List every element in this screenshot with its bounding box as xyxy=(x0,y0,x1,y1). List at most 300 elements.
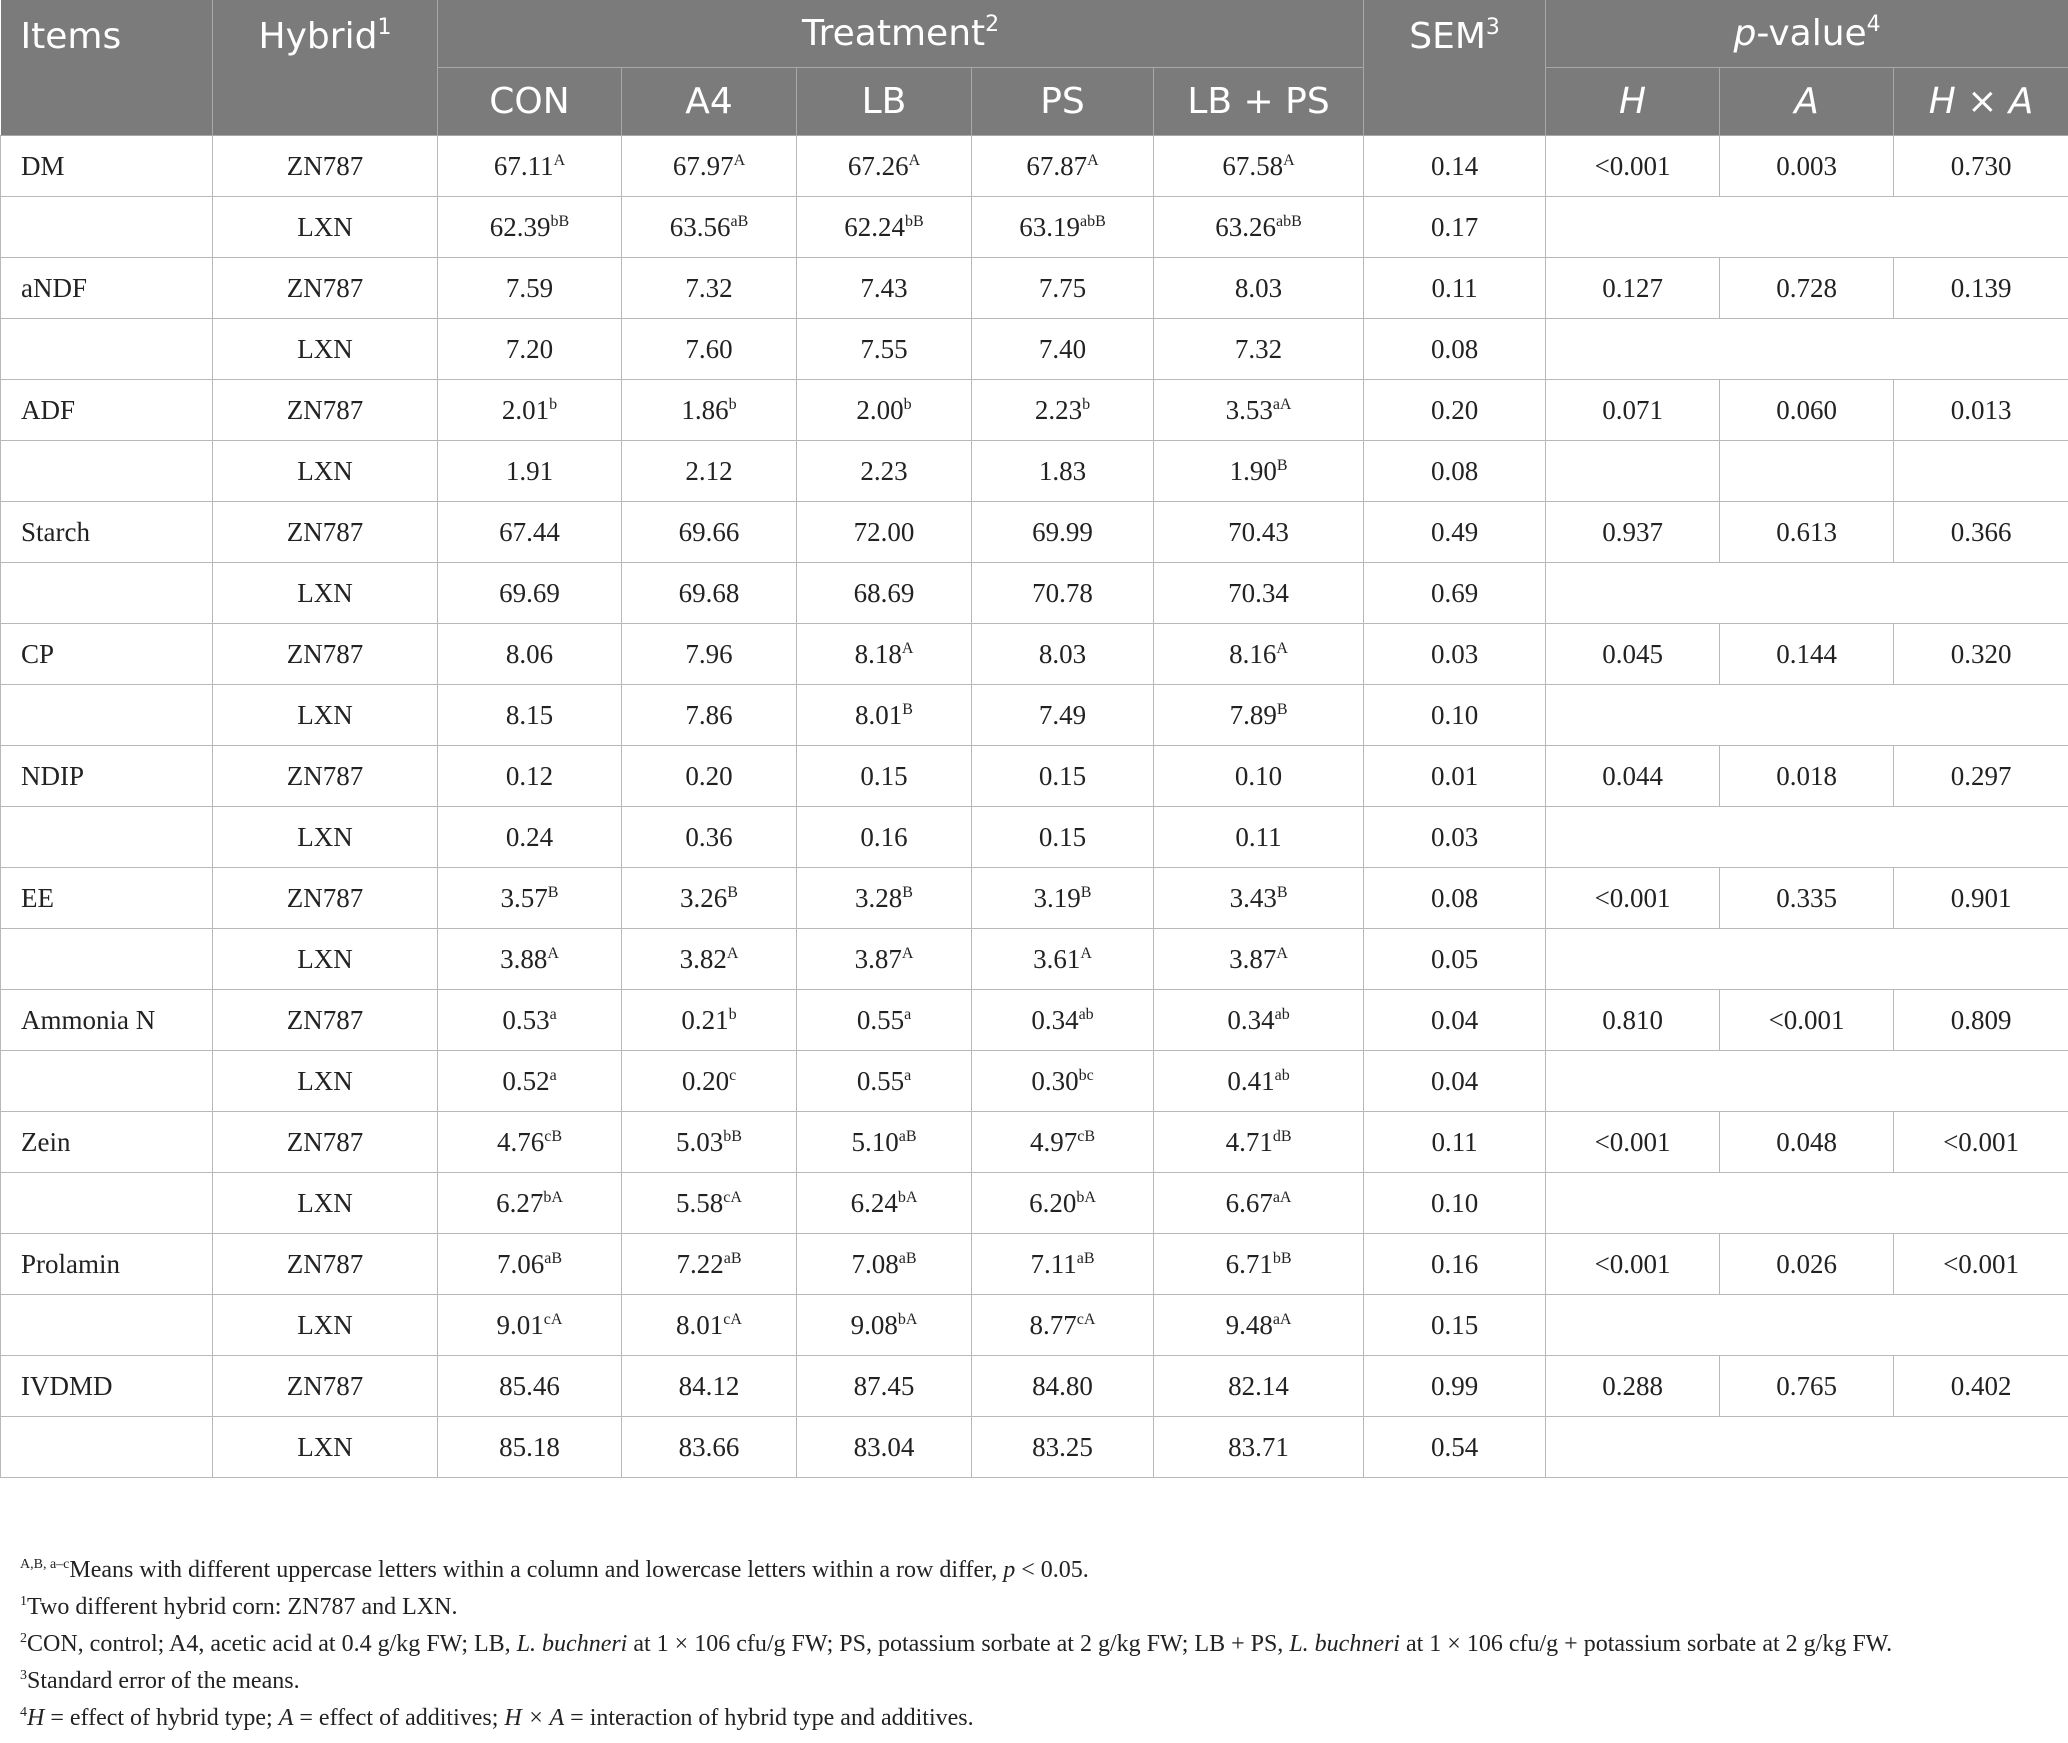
treatment-value-cell xyxy=(622,807,797,868)
value: 8.16 xyxy=(1229,638,1277,669)
treatment-value-cell xyxy=(1154,258,1364,319)
value: 0.55 xyxy=(856,1065,905,1096)
table-row xyxy=(1,1051,2068,1112)
value: 8.01 xyxy=(855,699,903,730)
pvalue-cell: 0.026 xyxy=(1720,1234,1894,1295)
value: 67.11 xyxy=(493,150,554,181)
treatment-value-cell xyxy=(797,136,972,197)
significance-letters: aB xyxy=(730,212,749,230)
value: 0.36 xyxy=(685,821,733,852)
significance-letters: bA xyxy=(897,1310,918,1328)
value: 62.24 xyxy=(844,211,906,242)
value: 83.25 xyxy=(1032,1431,1093,1462)
value: 8.18 xyxy=(854,638,902,669)
hybrid-cell: LXN xyxy=(213,441,438,502)
value: 3.28 xyxy=(855,882,903,913)
significance-letters: cB xyxy=(544,1127,563,1145)
value: 69.99 xyxy=(1032,516,1093,547)
treatment-value-cell xyxy=(972,197,1154,258)
value: 0.16 xyxy=(860,821,908,852)
pvalue-cell: 0.060 xyxy=(1720,380,1894,441)
significance-letters: A xyxy=(726,944,739,962)
significance-letters: A xyxy=(553,151,566,169)
item-cell xyxy=(1,929,213,990)
value: 2.01 xyxy=(501,394,550,425)
treatment-value-cell xyxy=(797,1417,972,1478)
treatment-value-cell xyxy=(622,1112,797,1173)
treatment-value-cell xyxy=(797,441,972,502)
significance-letters: bA xyxy=(1076,1188,1096,1206)
value: 7.40 xyxy=(1038,333,1087,364)
value: 0.11 xyxy=(1235,821,1282,852)
treatment-value-cell xyxy=(797,380,972,441)
significance-letters: b xyxy=(903,395,912,413)
significance-letters: A xyxy=(733,151,746,169)
table-row xyxy=(1,1417,2068,1478)
value: 7.32 xyxy=(1234,333,1283,364)
value: 5.03 xyxy=(676,1126,724,1157)
value: 4.71 xyxy=(1225,1126,1273,1157)
significance-letters: B xyxy=(1276,883,1288,901)
hybrid-cell: LXN xyxy=(213,1173,438,1234)
item-cell xyxy=(1,807,213,868)
treatment-value-cell xyxy=(797,746,972,807)
value: 7.59 xyxy=(505,272,554,303)
pvalue-cell: <0.001 xyxy=(1894,1112,2068,1173)
value: 3.57 xyxy=(500,882,548,913)
pvalue-cell: 0.003 xyxy=(1720,136,1894,197)
significance-letters: B xyxy=(1276,456,1288,474)
treatment-value-cell xyxy=(972,868,1154,929)
value: 84.12 xyxy=(678,1370,740,1401)
item-cell: EE xyxy=(1,868,213,929)
treatment-value-cell xyxy=(972,1051,1154,1112)
pvalue-cell xyxy=(1546,441,1720,502)
item-cell: ADF xyxy=(1,380,213,441)
value: 70.43 xyxy=(1228,516,1289,547)
hybrid-cell: LXN xyxy=(213,563,438,624)
value: 62.39 xyxy=(489,211,551,242)
significance-letters: aB xyxy=(544,1249,563,1267)
significance-letters: B xyxy=(902,700,913,718)
item-cell: NDIP xyxy=(1,746,213,807)
treatment-value-cell xyxy=(972,441,1154,502)
header-hybrid: Hybrid$^1$ xyxy=(213,0,438,136)
value: 3.61 xyxy=(1033,943,1081,974)
value: 9.01 xyxy=(496,1309,544,1340)
pvalue-empty-cell xyxy=(1546,1051,2068,1112)
value: 7.11 xyxy=(1030,1248,1077,1279)
value: 9.08 xyxy=(850,1309,898,1340)
table-row xyxy=(1,929,2068,990)
treatment-value-cell xyxy=(1154,990,1364,1051)
value: 70.78 xyxy=(1032,577,1093,608)
treatment-value-cell xyxy=(1154,1356,1364,1417)
significance-letters: B xyxy=(1276,700,1288,718)
value: 7.86 xyxy=(685,699,733,730)
hybrid-cell: ZN787 xyxy=(213,258,438,319)
pvalue-cell: <0.001 xyxy=(1546,136,1720,197)
treatment-value-cell xyxy=(797,929,972,990)
treatment-value-cell xyxy=(972,807,1154,868)
pvalue-cell xyxy=(1894,441,2068,502)
significance-letters: aA xyxy=(1272,1310,1292,1328)
value: 0.24 xyxy=(505,821,554,852)
hybrid-cell: LXN xyxy=(213,319,438,380)
header-p-h: H xyxy=(1546,68,1720,136)
significance-letters: B xyxy=(1080,883,1092,901)
pvalue-empty-cell xyxy=(1546,1417,2068,1478)
value: 0.15 xyxy=(1038,821,1087,852)
pvalue-cell: 0.335 xyxy=(1720,868,1894,929)
header-p-hxa: H × A xyxy=(1894,68,2068,136)
value: 3.43 xyxy=(1229,882,1277,913)
hybrid-cell: ZN787 xyxy=(213,868,438,929)
value: 0.21 xyxy=(681,1004,729,1035)
treatment-value-cell xyxy=(622,1234,797,1295)
treatment-value-cell xyxy=(622,685,797,746)
value: 3.82 xyxy=(679,943,727,974)
table-row xyxy=(1,1356,2068,1417)
treatment-value-cell xyxy=(622,1051,797,1112)
treatment-value-cell xyxy=(1154,1173,1364,1234)
table-row xyxy=(1,685,2068,746)
hybrid-cell: LXN xyxy=(213,1417,438,1478)
value: 0.15 xyxy=(1038,760,1087,791)
value: 0.55 xyxy=(856,1004,905,1035)
table-row xyxy=(1,1295,2068,1356)
treatment-value-cell xyxy=(1154,563,1364,624)
treatment-value-cell xyxy=(622,136,797,197)
value: 0.41 xyxy=(1227,1065,1275,1096)
treatment-value-cell xyxy=(972,685,1154,746)
table-row xyxy=(1,1173,2068,1234)
value: 69.69 xyxy=(499,577,560,608)
treatment-value-cell xyxy=(622,319,797,380)
value: 3.88 xyxy=(500,943,548,974)
significance-letters: b xyxy=(1082,395,1091,413)
value: 1.86 xyxy=(681,394,729,425)
treatment-value-cell xyxy=(797,685,972,746)
item-cell xyxy=(1,197,213,258)
value: 7.60 xyxy=(685,333,733,364)
value: 0.34 xyxy=(1227,1004,1275,1035)
treatment-value-cell xyxy=(1154,441,1364,502)
value: 67.87 xyxy=(1026,150,1088,181)
treatment-value-cell xyxy=(1154,1051,1364,1112)
pvalue-empty-cell xyxy=(1546,929,2068,990)
pvalue-cell: 0.809 xyxy=(1894,990,2068,1051)
table-row xyxy=(1,197,2068,258)
value: 0.52 xyxy=(502,1065,550,1096)
header-pvalue: p-value$^4$ xyxy=(1546,0,2068,68)
treatment-value-cell xyxy=(438,1112,622,1173)
significance-letters: B xyxy=(547,883,559,901)
significance-letters: cA xyxy=(1076,1310,1096,1328)
footnote-letters: $^{A,B, a-c}$Means with different uppercase letters within a column and lowercase letters within a row differ, p < 0.05. xyxy=(20,1557,1089,1583)
significance-letters: ab xyxy=(1274,1066,1290,1084)
significance-letters: A xyxy=(1283,151,1295,169)
pvalue-cell: 0.810 xyxy=(1546,990,1720,1051)
treatment-value-cell xyxy=(1154,136,1364,197)
significance-letters: A xyxy=(1087,151,1099,169)
pvalue-empty-cell xyxy=(1546,1295,2068,1356)
value: 8.15 xyxy=(505,699,554,730)
value: 0.53 xyxy=(502,1004,550,1035)
item-cell xyxy=(1,563,213,624)
value: 85.18 xyxy=(499,1431,560,1462)
significance-letters: bB xyxy=(1272,1249,1292,1267)
treatment-value-cell xyxy=(797,807,972,868)
sem-cell: 0.04 xyxy=(1364,990,1546,1051)
treatment-value-cell xyxy=(622,990,797,1051)
item-cell: Starch xyxy=(1,502,213,563)
significance-letters: b xyxy=(728,1005,737,1023)
item-cell xyxy=(1,1173,213,1234)
pvalue-cell: 0.127 xyxy=(1546,258,1720,319)
significance-letters: b xyxy=(549,395,558,413)
value: 3.87 xyxy=(1229,943,1277,974)
significance-letters: cA xyxy=(723,1310,742,1328)
value: 0.12 xyxy=(505,760,554,791)
treatment-value-cell xyxy=(797,990,972,1051)
value: 0.20 xyxy=(681,1065,730,1096)
treatment-value-cell xyxy=(797,868,972,929)
treatment-value-cell xyxy=(622,624,797,685)
significance-letters: b xyxy=(728,395,737,413)
pvalue-cell: 0.937 xyxy=(1546,502,1720,563)
treatment-value-cell xyxy=(438,502,622,563)
treatment-value-cell xyxy=(1154,197,1364,258)
treatment-value-cell xyxy=(1154,685,1364,746)
value: 63.19 xyxy=(1019,211,1080,242)
treatment-value-cell xyxy=(797,1112,972,1173)
treatment-value-cell xyxy=(438,1295,622,1356)
treatment-value-cell xyxy=(972,1356,1154,1417)
treatment-value-cell xyxy=(438,563,622,624)
pvalue-cell: 0.901 xyxy=(1894,868,2068,929)
treatment-value-cell xyxy=(622,746,797,807)
significance-letters: abB xyxy=(1276,212,1302,230)
significance-letters: A xyxy=(901,944,914,962)
treatment-value-cell xyxy=(622,502,797,563)
treatment-value-cell xyxy=(1154,1295,1364,1356)
treatment-value-cell xyxy=(438,197,622,258)
hybrid-cell: ZN787 xyxy=(213,1234,438,1295)
value: 7.89 xyxy=(1229,699,1277,730)
table-header xyxy=(1,0,2068,136)
value: 2.23 xyxy=(1034,394,1083,425)
treatment-value-cell xyxy=(1154,1234,1364,1295)
value: 7.49 xyxy=(1038,699,1087,730)
treatment-value-cell xyxy=(438,441,622,502)
value: 7.55 xyxy=(860,333,908,364)
significance-letters: A xyxy=(1276,639,1288,657)
hybrid-cell: LXN xyxy=(213,685,438,746)
pvalue-cell: 0.402 xyxy=(1894,1356,2068,1417)
value: 83.66 xyxy=(678,1431,740,1462)
pvalue-cell: 0.018 xyxy=(1720,746,1894,807)
significance-letters: bA xyxy=(897,1188,918,1206)
table-row xyxy=(1,1234,2068,1295)
value: 84.80 xyxy=(1032,1370,1093,1401)
treatment-value-cell xyxy=(438,258,622,319)
header-treatment: Treatment$^2$ xyxy=(438,0,1364,68)
pvalue-cell: 0.297 xyxy=(1894,746,2068,807)
value: 67.97 xyxy=(672,150,734,181)
item-cell xyxy=(1,319,213,380)
pvalue-cell: <0.001 xyxy=(1546,1112,1720,1173)
treatment-value-cell xyxy=(972,502,1154,563)
treatment-value-cell xyxy=(438,746,622,807)
significance-letters: cA xyxy=(723,1188,742,1206)
pvalue-cell: 0.139 xyxy=(1894,258,2068,319)
item-cell xyxy=(1,441,213,502)
significance-letters: c xyxy=(729,1066,737,1084)
value: 6.24 xyxy=(850,1187,898,1218)
treatment-value-cell xyxy=(438,1417,622,1478)
significance-letters: cA xyxy=(543,1310,563,1328)
value: 8.03 xyxy=(1234,272,1283,303)
treatment-value-cell xyxy=(622,1417,797,1478)
item-cell: CP xyxy=(1,624,213,685)
treatment-value-cell xyxy=(438,1356,622,1417)
pvalue-cell: 0.013 xyxy=(1894,380,2068,441)
treatment-value-cell xyxy=(438,868,622,929)
pvalue-cell: 0.366 xyxy=(1894,502,2068,563)
sem-cell: 0.69 xyxy=(1364,563,1546,624)
value: 4.76 xyxy=(496,1126,545,1157)
value: 1.90 xyxy=(1229,455,1277,486)
value: 63.56 xyxy=(669,211,731,242)
item-cell xyxy=(1,1051,213,1112)
significance-letters: aB xyxy=(898,1249,917,1267)
sem-cell: 0.99 xyxy=(1364,1356,1546,1417)
hybrid-cell: LXN xyxy=(213,197,438,258)
item-cell xyxy=(1,1417,213,1478)
treatment-value-cell xyxy=(797,1356,972,1417)
sem-cell: 0.04 xyxy=(1364,1051,1546,1112)
treatment-value-cell xyxy=(438,136,622,197)
footnote-4: $^4$H = effect of hybrid type; A = effect of additives; H × A = interaction of hybrid type and additives. xyxy=(20,1705,974,1731)
significance-letters: aA xyxy=(1272,395,1292,413)
treatment-value-cell xyxy=(972,1417,1154,1478)
treatment-value-cell xyxy=(438,380,622,441)
hybrid-cell: ZN787 xyxy=(213,1112,438,1173)
treatment-value-cell xyxy=(797,1234,972,1295)
value: 87.45 xyxy=(853,1370,915,1401)
treatment-value-cell xyxy=(1154,1417,1364,1478)
treatment-value-cell xyxy=(972,1295,1154,1356)
value: 0.10 xyxy=(1234,760,1283,791)
sem-cell: 0.16 xyxy=(1364,1234,1546,1295)
value: 7.96 xyxy=(685,638,733,669)
treatment-value-cell xyxy=(797,502,972,563)
sem-cell: 0.08 xyxy=(1364,441,1546,502)
significance-letters: dB xyxy=(1272,1127,1292,1145)
header-treatment-lb-ps: LB + PS xyxy=(1154,68,1364,136)
significance-letters: B xyxy=(902,883,913,901)
value: 2.23 xyxy=(860,455,908,486)
significance-letters: A xyxy=(901,639,914,657)
treatment-value-cell xyxy=(622,380,797,441)
value: 6.67 xyxy=(1225,1187,1273,1218)
treatment-value-cell xyxy=(797,563,972,624)
value: 4.97 xyxy=(1029,1126,1078,1157)
treatment-value-cell xyxy=(438,1173,622,1234)
sem-cell: 0.14 xyxy=(1364,136,1546,197)
significance-letters: a xyxy=(904,1066,912,1084)
treatment-value-cell xyxy=(972,1234,1154,1295)
pvalue-empty-cell xyxy=(1546,807,2068,868)
value: 1.91 xyxy=(505,455,554,486)
pvalue-cell: 0.288 xyxy=(1546,1356,1720,1417)
value: 0.15 xyxy=(860,760,908,791)
treatment-value-cell xyxy=(972,136,1154,197)
pvalue-cell: 0.045 xyxy=(1546,624,1720,685)
pvalue-empty-cell xyxy=(1546,197,2068,258)
value: 7.08 xyxy=(851,1248,899,1279)
pvalue-cell: 0.728 xyxy=(1720,258,1894,319)
treatment-value-cell xyxy=(797,197,972,258)
footnote-2: $^2$CON, control; A4, acetic acid at 0.4 g/kg FW; LB, L. buchneri at 1 × 106 cfu/g FW; PS, potassium sorbate at 2 g/kg FW; LB + PS, L. buchneri at 1 × 106 cfu/g + potassium sorbate at 2 g/kg FW. xyxy=(20,1631,1893,1657)
sem-cell: 0.08 xyxy=(1364,319,1546,380)
treatment-value-cell xyxy=(438,319,622,380)
value: 3.53 xyxy=(1225,394,1273,425)
value: 7.06 xyxy=(496,1248,545,1279)
table-row xyxy=(1,441,2068,502)
header-treatment-ps: PS xyxy=(972,68,1154,136)
hybrid-cell: ZN787 xyxy=(213,380,438,441)
pvalue-cell: 0.071 xyxy=(1546,380,1720,441)
treatment-value-cell xyxy=(622,563,797,624)
pvalue-cell: 0.044 xyxy=(1546,746,1720,807)
table-row xyxy=(1,258,2068,319)
value: 83.71 xyxy=(1228,1431,1289,1462)
item-cell: aNDF xyxy=(1,258,213,319)
treatment-value-cell xyxy=(797,258,972,319)
significance-letters: aB xyxy=(1076,1249,1095,1267)
footnotes xyxy=(20,1552,2050,1737)
item-cell: Zein xyxy=(1,1112,213,1173)
pvalue-cell: <0.001 xyxy=(1894,1234,2068,1295)
value: 6.71 xyxy=(1225,1248,1273,1279)
significance-letters: A xyxy=(547,944,559,962)
table-row xyxy=(1,746,2068,807)
hybrid-cell: ZN787 xyxy=(213,136,438,197)
hybrid-cell: ZN787 xyxy=(213,746,438,807)
significance-letters: aA xyxy=(1272,1188,1292,1206)
sem-cell: 0.03 xyxy=(1364,807,1546,868)
treatment-value-cell xyxy=(797,1173,972,1234)
value: 69.66 xyxy=(678,516,740,547)
pvalue-empty-cell xyxy=(1546,319,2068,380)
value: 85.46 xyxy=(499,1370,560,1401)
pvalue-cell: 0.320 xyxy=(1894,624,2068,685)
treatment-value-cell xyxy=(438,685,622,746)
value: 7.75 xyxy=(1038,272,1087,303)
treatment-value-cell xyxy=(972,380,1154,441)
header-treatment-lb: LB xyxy=(797,68,972,136)
value: 1.83 xyxy=(1038,455,1087,486)
value: 6.20 xyxy=(1029,1187,1077,1218)
header-items: Items xyxy=(1,0,213,136)
treatment-value-cell xyxy=(1154,502,1364,563)
significance-letters: bA xyxy=(543,1188,563,1206)
item-cell: Ammonia N xyxy=(1,990,213,1051)
item-cell xyxy=(1,685,213,746)
value: 0.20 xyxy=(685,760,733,791)
